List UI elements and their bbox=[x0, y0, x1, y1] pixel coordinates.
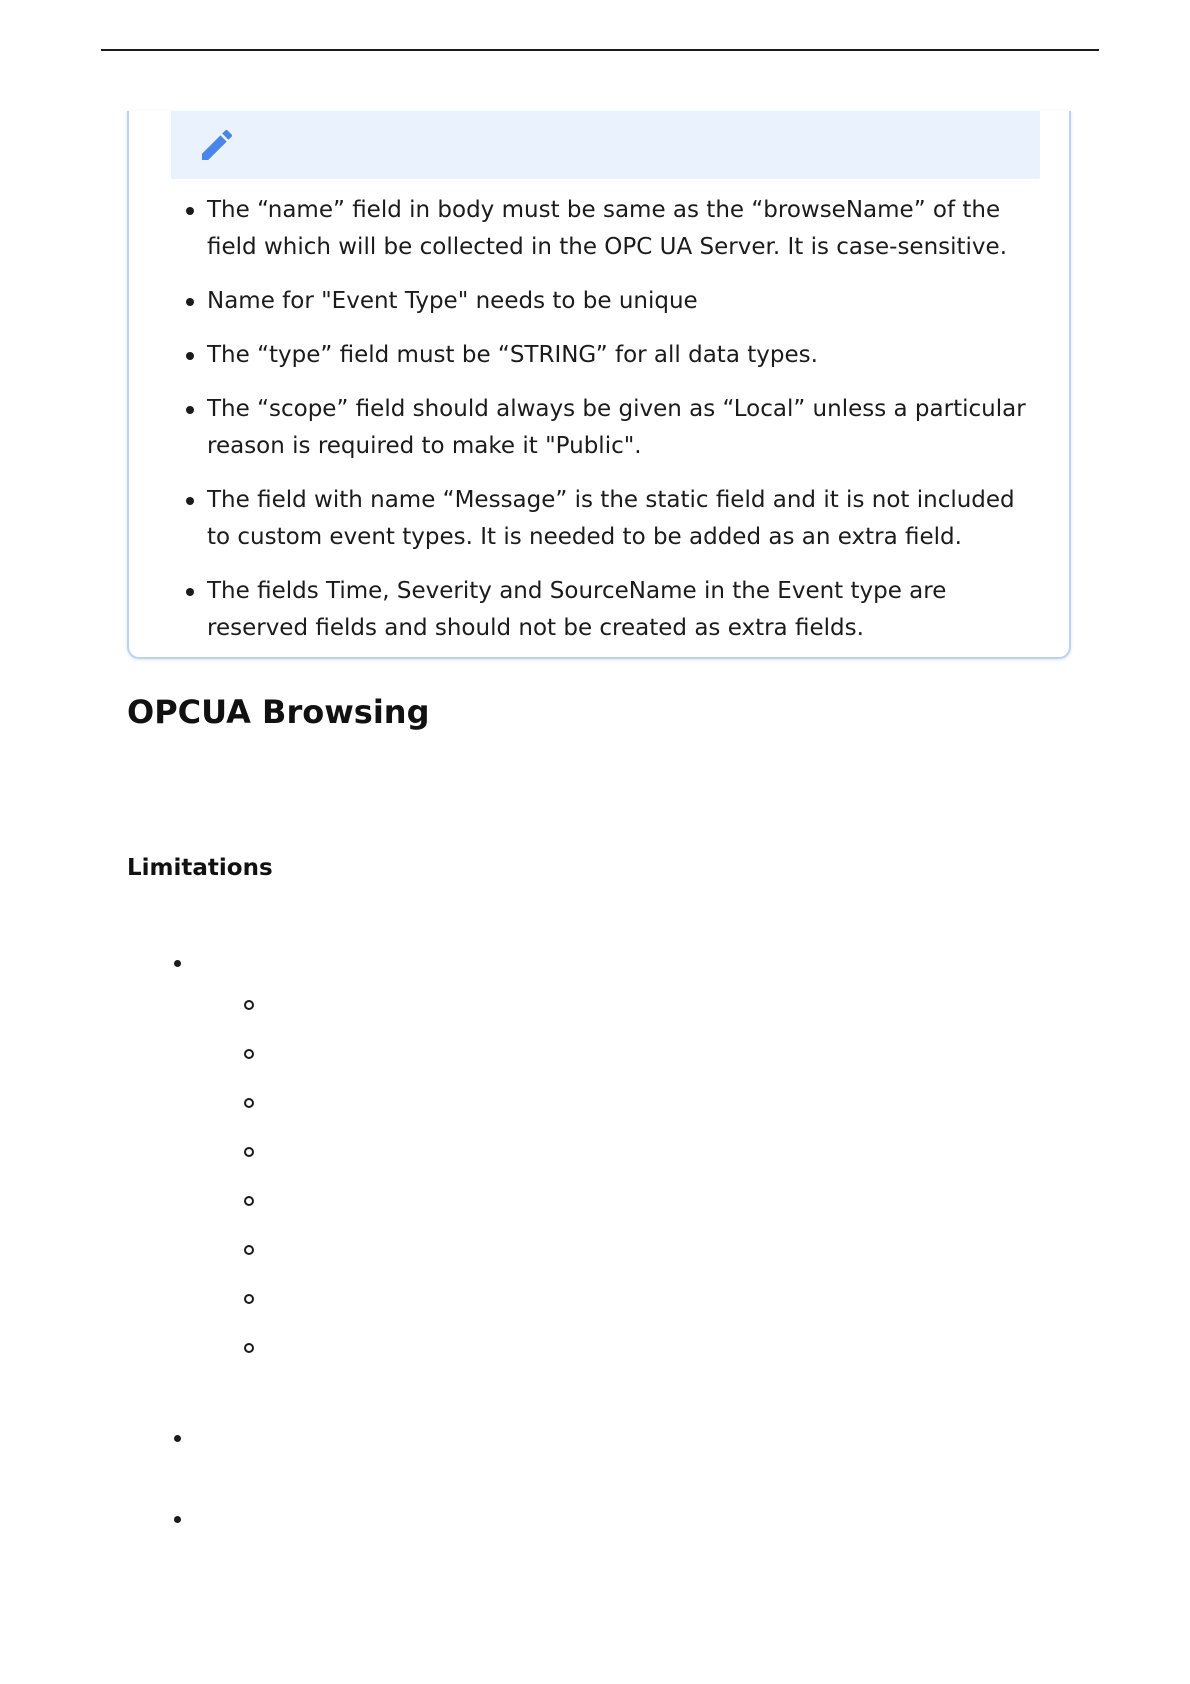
sublist-bullet bbox=[244, 1196, 254, 1206]
note-item: The “type” field must be “STRING” for all data types. bbox=[185, 337, 1045, 374]
note-item: Name for "Event Type" needs to be unique bbox=[185, 283, 1045, 320]
sublist-bullet bbox=[244, 1147, 254, 1157]
sublist-bullet bbox=[244, 1098, 254, 1108]
list-bullet bbox=[174, 1516, 181, 1523]
note-header bbox=[171, 111, 1040, 179]
note-item: The field with name “Message” is the static field and it is not included to custom event types. It is needed to be added as an extra field. bbox=[185, 482, 1045, 556]
note-callout bbox=[127, 111, 1071, 659]
sublist-bullet bbox=[244, 1245, 254, 1255]
header-rule bbox=[101, 49, 1099, 51]
limitations-title: Limitations bbox=[127, 855, 273, 881]
note-item: The “name” field in body must be same as the “browseName” of the field which will be collected in the OPC UA Server. It is case-sensitive. bbox=[185, 192, 1045, 266]
note-item: The “scope” field should always be given as “Local” unless a particular reason is required to make it "Public". bbox=[185, 391, 1045, 465]
sublist-bullet bbox=[244, 1294, 254, 1304]
list-bullet bbox=[174, 1435, 181, 1442]
sublist-bullet bbox=[244, 1000, 254, 1010]
list-bullet bbox=[174, 960, 181, 967]
section-title: OPCUA Browsing bbox=[127, 693, 430, 731]
note-item: The fields Time, Severity and SourceName in the Event type are reserved fields and should not be created as extra fields. bbox=[185, 573, 1045, 647]
sublist-bullet bbox=[244, 1343, 254, 1353]
note-list bbox=[185, 192, 1045, 664]
pencil-icon bbox=[197, 125, 237, 165]
sublist-bullet bbox=[244, 1049, 254, 1059]
